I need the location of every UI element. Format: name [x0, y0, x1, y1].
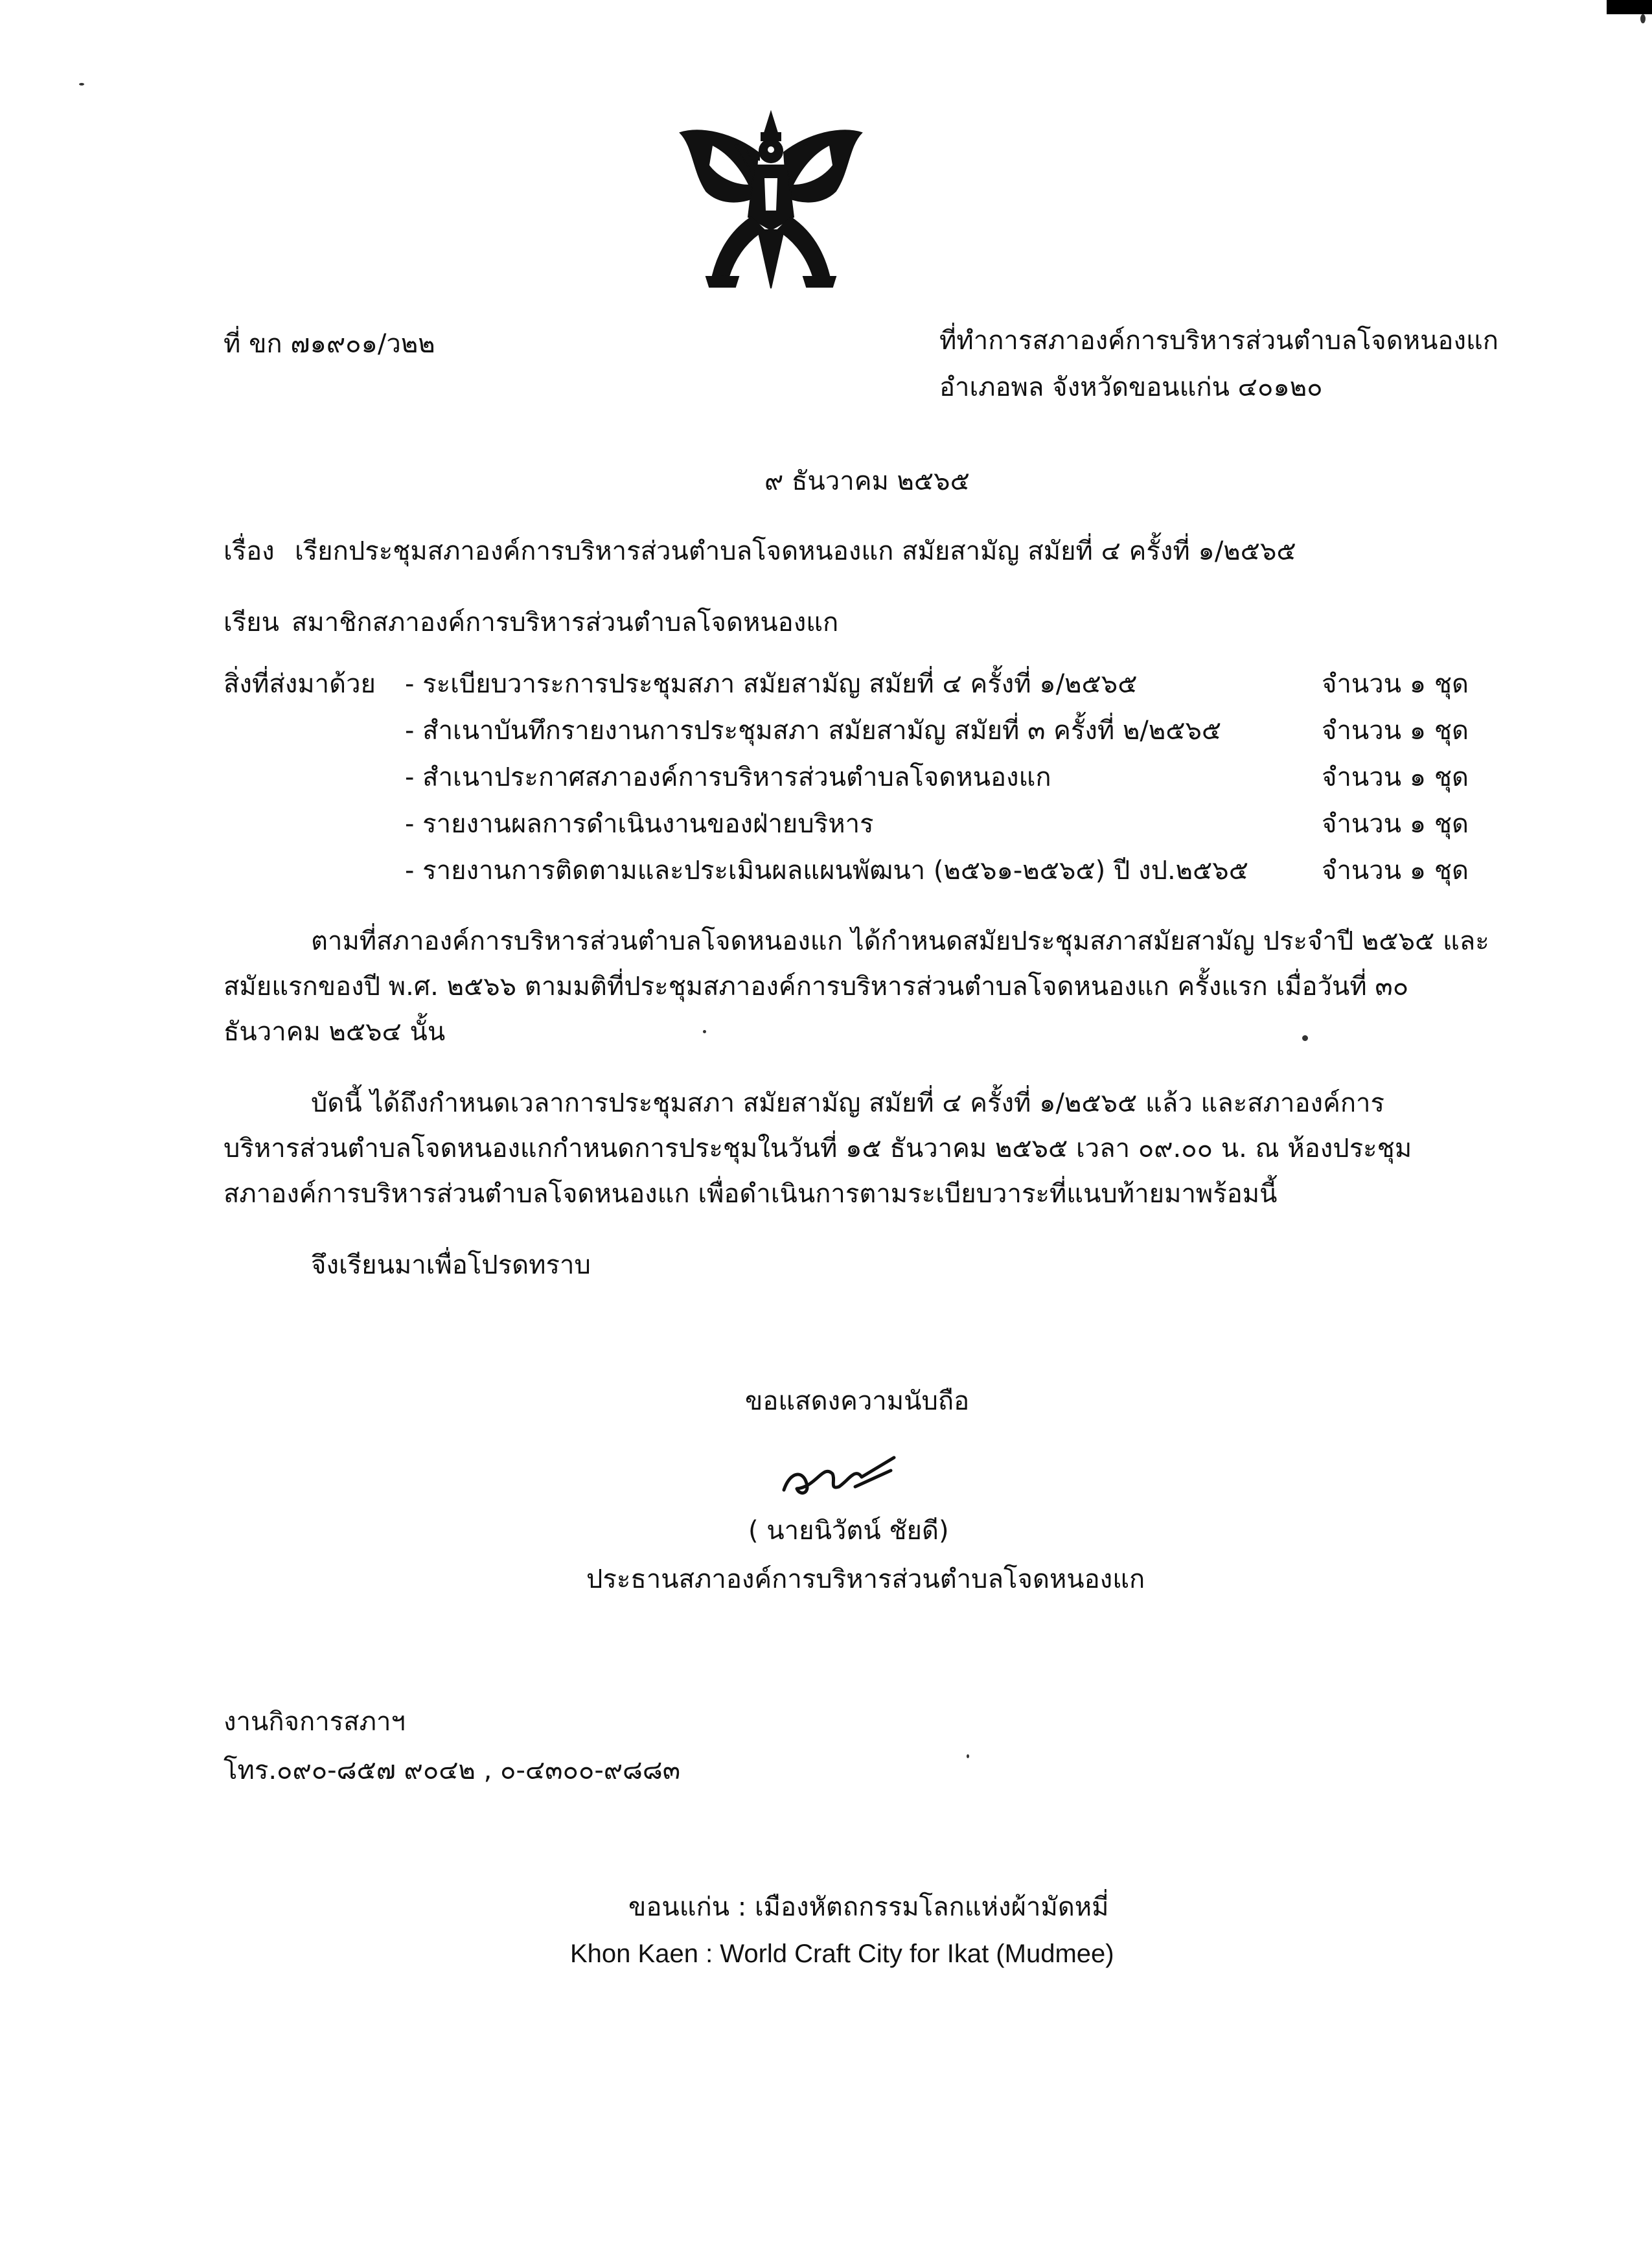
attachment-quantity: จำนวน ๑ ชุด: [1322, 809, 1469, 839]
attachment-quantity: จำนวน ๑ ชุด: [1322, 856, 1469, 886]
contact-phone: โทร.๐๙๐-๘๕๗ ๙๐๔๒ , ๐-๔๓๐๐-๙๘๘๓: [224, 1756, 681, 1785]
body-paragraph-1-line-3: ธันวาคม ๒๕๖๔ นั้น: [224, 1017, 446, 1047]
scan-speck: [1640, 14, 1646, 23]
subject-text: เรียกประชุมสภาองค์การบริหารส่วนตำบลโจดหนองแก สมัยสามัญ สมัยที่ ๔ ครั้งที่ ๑/๒๕๖๕: [295, 536, 1296, 566]
attachment-quantity: จำนวน ๑ ชุด: [1322, 669, 1469, 699]
office-address-line-1: ที่ทำการสภาองค์การบริหารส่วนตำบลโจดหนองแก: [939, 326, 1498, 356]
scan-corner-mark: [1607, 0, 1652, 14]
scan-speck: [967, 1754, 969, 1758]
contact-department: งานกิจการสภาฯ: [224, 1707, 406, 1737]
to-text: สมาชิกสภาองค์การบริหารส่วนตำบลโจดหนองแก: [292, 608, 839, 637]
attachment-quantity: จำนวน ๑ ชุด: [1322, 762, 1469, 792]
footer-slogan-thai: ขอนแก่น : เมืองหัตถกรรมโลกแห่งผ้ามัดหมี่: [628, 1892, 1109, 1922]
body-paragraph-1-line-2: สมัยแรกของปี พ.ศ. ๒๕๖๖ ตามมติที่ประชุมสภาองค์การบริหารส่วนตำบลโจดหนองแก ครั้งแรก เมื่อวันที่ ๓๐: [224, 972, 1409, 1002]
to-label: เรียน: [224, 608, 279, 637]
attachment-item: - ระเบียบวาระการประชุมสภา สมัยสามัญ สมัยที่ ๔ ครั้งที่ ๑/๒๕๖๕: [405, 669, 1138, 699]
scan-speck: [1302, 1035, 1308, 1041]
closing-salutation: ขอแสดงความนับถือ: [745, 1386, 970, 1416]
attachment-quantity: จำนวน ๑ ชุด: [1322, 716, 1469, 746]
attachment-item: - รายงานผลการดำเนินงานของฝ่ายบริหาร: [405, 809, 874, 839]
footer-slogan-english: Khon Kaen : World Craft City for Ikat (Mudmee): [570, 1940, 1114, 1968]
signature-icon: [777, 1451, 901, 1503]
scan-speck: [79, 83, 84, 86]
attachments-label: สิ่งที่ส่งมาด้วย: [224, 669, 376, 699]
subject-label: เรื่อง: [224, 536, 275, 566]
body-paragraph-2-line-3: สภาองค์การบริหารส่วนตำบลโจดหนองแก เพื่อดำเนินการตามระเบียบวาระที่แนบท้ายมาพร้อมนี้: [224, 1179, 1278, 1209]
reference-number: ที่ ขก ๗๑๙๐๑/ว๒๒: [224, 329, 435, 359]
garuda-emblem-icon: [674, 107, 868, 292]
signatory-position: ประธานสภาองค์การบริหารส่วนตำบลโจดหนองแก: [586, 1564, 1145, 1594]
signatory-name: ( นายนิวัตน์ ชัยดี): [748, 1516, 949, 1546]
attachment-item: - สำเนาบันทึกรายงานการประชุมสภา สมัยสามัญ สมัยที่ ๓ ครั้งที่ ๒/๒๕๖๕: [405, 716, 1222, 746]
body-paragraph-2-line-2: บริหารส่วนตำบลโจดหนองแกกำหนดการประชุมในวันที่ ๑๕ ธันวาคม ๒๕๖๕ เวลา ๐๙.๐๐ น. ณ ห้องประชุม: [224, 1134, 1412, 1163]
scan-speck: [703, 1030, 706, 1033]
attachment-item: - รายงานการติดตามและประเมินผลแผนพัฒนา (๒๕๖๑-๒๕๖๕) ปี งป.๒๕๖๕: [405, 856, 1248, 886]
document-date: ๙ ธันวาคม ๒๕๖๕: [764, 466, 970, 496]
office-address-line-2: อำเภอพล จังหวัดขอนแก่น ๔๐๑๒๐: [939, 372, 1323, 402]
body-paragraph-3: จึงเรียนมาเพื่อโปรดทราบ: [311, 1250, 591, 1280]
body-paragraph-2-line-1: บัดนี้ ได้ถึงกำหนดเวลาการประชุมสภา สมัยสามัญ สมัยที่ ๔ ครั้งที่ ๑/๒๕๖๕ แล้ว และสภาองค์การ: [311, 1088, 1384, 1118]
body-paragraph-1-line-1: ตามที่สภาองค์การบริหารส่วนตำบลโจดหนองแก ได้กำหนดสมัยประชุมสภาสมัยสามัญ ประจำปี ๒๕๖๕ และ: [311, 926, 1489, 956]
attachment-item: - สำเนาประกาศสภาองค์การบริหารส่วนตำบลโจดหนองแก: [405, 762, 1051, 792]
